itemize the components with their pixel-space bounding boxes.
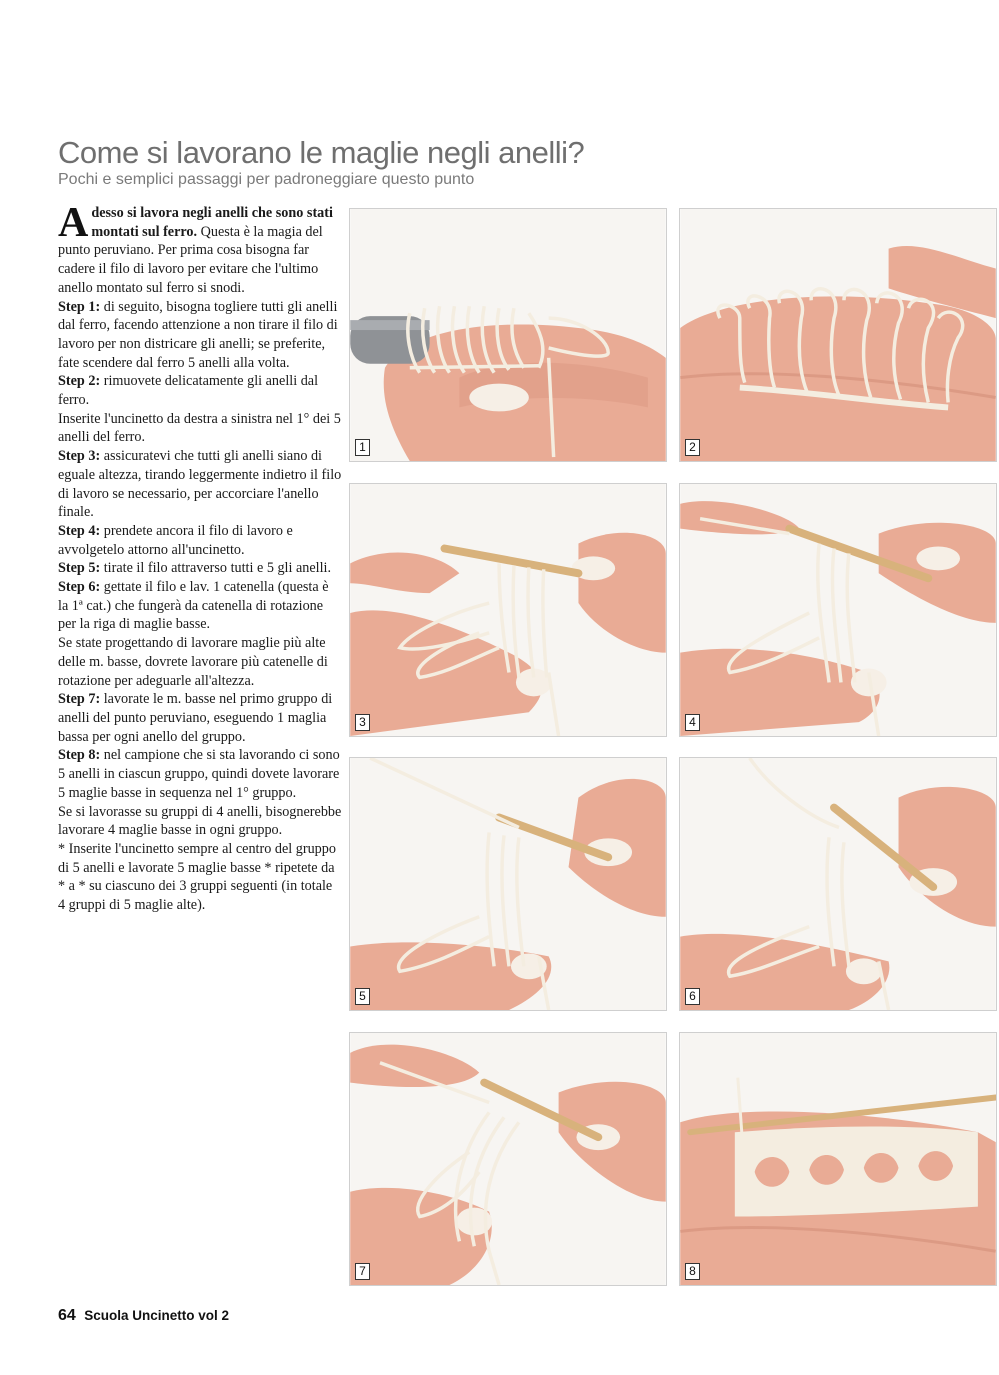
step-4-text: prendete ancora il filo di lavoro e avvolgetelo attorno all'uncinetto. (58, 522, 293, 558)
step-photo-7 (349, 1032, 667, 1286)
step-photo-2 (679, 208, 997, 462)
step-photo-8 (679, 1032, 997, 1286)
magazine-title: Scuola Uncinetto vol 2 (84, 1308, 230, 1323)
step-4-illustration (680, 484, 996, 736)
step-5-paragraph (58, 559, 342, 578)
step-1-illustration (350, 209, 666, 461)
step-2-paragraph (58, 372, 342, 409)
step-8-label: Step 8: (58, 747, 101, 764)
step-photo-5 (349, 757, 667, 1011)
step-3-text: assicuratevi che tutti gli anelli siano di eguale altezza, tirando leggermente indietro il filo di lavoro se necessario, per accorciare l'anello finale. (58, 448, 342, 521)
step-number-badge: 8 (685, 1263, 700, 1280)
step-number-badge: 6 (685, 988, 700, 1005)
step-1-label: Step 1: (58, 298, 101, 315)
step-number-badge: 3 (355, 714, 370, 731)
step-6-illustration (680, 758, 996, 1010)
step-7-text: lavorate le m. basse nel primo gruppo di anelli del punto peruviano, eseguendo 1 maglia bassa per ogni anello del gruppo. (58, 691, 333, 745)
article-body (58, 200, 342, 915)
step-1-text: di seguito, bisogna togliere tutti gli anelli dal ferro, facendo attenzione a non tirare il filo di lavoro per non districare gli anelli; se preferite, fate scendere dal ferro 5 anelli alla volta. (58, 298, 338, 371)
step-number-badge: 5 (355, 988, 370, 1005)
step-8-illustration (680, 1033, 996, 1285)
page-number: 64 (58, 1307, 76, 1324)
page-title: Come si lavorano le maglie negli anelli? (58, 135, 585, 170)
step-7-label: Step 7: (58, 691, 101, 708)
step-5-text: tirate il filo attraverso tutti e 5 gli anelli. (100, 560, 332, 577)
step-7-illustration (350, 1033, 666, 1285)
repeat-paragraph: * Inserite l'uncinetto sempre al centro del gruppo di 5 anelli e lavorate 5 maglie basse * ripetete da * a * su ciascuno dei 3 gruppi seguenti (in totale 4 gruppi di 5 maglie alte). (58, 840, 336, 914)
step-photo-3 (349, 483, 667, 737)
taller-stitches-paragraph: Se state progettando di lavorare maglie più alte delle m. basse, dovrete lavorare più catenelle di rotazione per adeguarle all'altezza. (58, 635, 328, 689)
step-6-label: Step 6: (58, 579, 101, 596)
step-5-illustration (350, 758, 666, 1010)
step-4-label: Step 4: (58, 522, 101, 539)
step-1-paragraph (58, 298, 342, 373)
step-8-paragraph (58, 746, 342, 802)
step-photo-6 (679, 757, 997, 1011)
step-number-badge: 4 (685, 714, 700, 731)
step-3-paragraph (58, 447, 342, 522)
step-6-text: gettate il filo e lav. 1 catenella (questa è la 1ª cat.) che fungerà da catenella di rotazione per la riga di maglie basse. (58, 579, 329, 633)
step-2-text: rimuovete delicatamente gli anelli dal ferro. (58, 373, 319, 409)
lead-text: desso si lavora negli anelli che sono stati montati sul ferro. (91, 205, 333, 240)
step-number-badge: 2 (685, 439, 700, 456)
step-3-illustration (350, 484, 666, 736)
step-number-badge: 7 (355, 1263, 370, 1280)
drop-cap: A (58, 200, 89, 246)
step-5-label: Step 5: (58, 560, 101, 577)
step-8-text: nel campione che si sta lavorando ci sono 5 anelli in ciascun gruppo, quindi dovete lavorare 5 maglie basse in sequenza nel 1° gruppo. (58, 747, 340, 801)
step-3-label: Step 3: (58, 448, 101, 465)
step-2-illustration (680, 209, 996, 461)
intro-text: Questa è la magia del punto peruviano. Per prima cosa bisogna far cadere il filo di lavoro per evitare che l'ultimo anello montato sul ferro si snodi. (58, 223, 323, 296)
page-footer (58, 1307, 229, 1325)
page-subtitle: Pochi e semplici passaggi per padroneggiare questo punto (58, 171, 475, 188)
step-4-paragraph (58, 522, 342, 559)
groups-of-4-paragraph: Se si lavorasse su gruppi di 4 anelli, bisognerebbe lavorare 4 maglie basse in ogni gruppo. (58, 803, 342, 839)
insert-hook-paragraph: Inserite l'uncinetto da destra a sinistra nel 1° dei 5 anelli del ferro. (58, 410, 341, 446)
intro-paragraph (58, 200, 342, 298)
step-photo-1 (349, 208, 667, 462)
step-photo-4 (679, 483, 997, 737)
step-number-badge: 1 (355, 439, 370, 456)
step-7-paragraph (58, 690, 342, 746)
step-6-paragraph (58, 578, 342, 634)
step-2-label: Step 2: (58, 373, 101, 390)
